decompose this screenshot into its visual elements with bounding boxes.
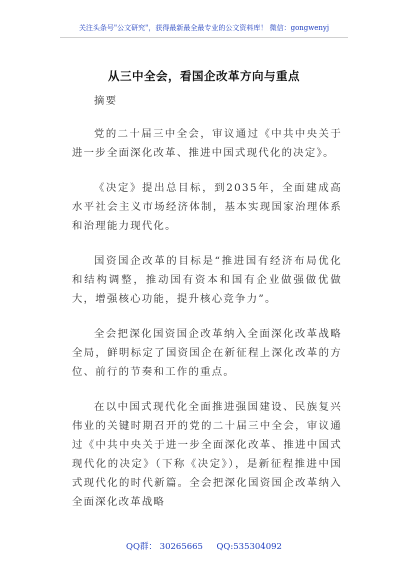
footer-qq: QQ:535304092 [216, 542, 282, 552]
paragraph: 党的二十届三中全会，审议通过《中共中央关于进一步全面深化改革、推进中国式现代化的决定》。 [72, 128, 342, 159]
abstract-heading: 摘要 [94, 95, 118, 107]
paragraph: 在以中国式现代化全面推进强国建设、民族复兴伟业的关键时期召开的党的二十届三中全会，审议通过《中共中央关于进一步全面深化改革、推进中国式现代化的决定》（下称《决定》），是新征程推进中国式现代化的时代新篇。全会把深化国资国企改革纳入全面深化改革战略 [72, 401, 342, 508]
paragraph: 《决定》提出总目标，到2035年，全面建成高水平社会主义市场经济体制，基本实现国家治理体系和治理能力现代化。 [72, 182, 342, 232]
header-promo-text: 关注头条号"公文研究"，获得最新最全最专业的公文资料库！ 微信：gongwenyj [78, 24, 330, 32]
paragraph: 全会把深化国资国企改革纳入全面深化改革战略全局，鲜明标定了国资国企在新征程上深化改革的方位、前行的节奏和工作的重点。 [72, 328, 342, 378]
footer-contact [0, 540, 408, 552]
footer-qq-group: QQ群： 30265665 [126, 542, 203, 552]
document-title: 从三中全会，看国企改革方向与重点 [108, 69, 300, 83]
document-body [72, 92, 342, 528]
paragraph: 国资国企改革的目标是“推进国有经济布局优化和结构调整，推动国有资本和国有企业做强做优做大，增强核心功能，提升核心竞争力”。 [72, 255, 342, 305]
header-divider [60, 37, 348, 38]
